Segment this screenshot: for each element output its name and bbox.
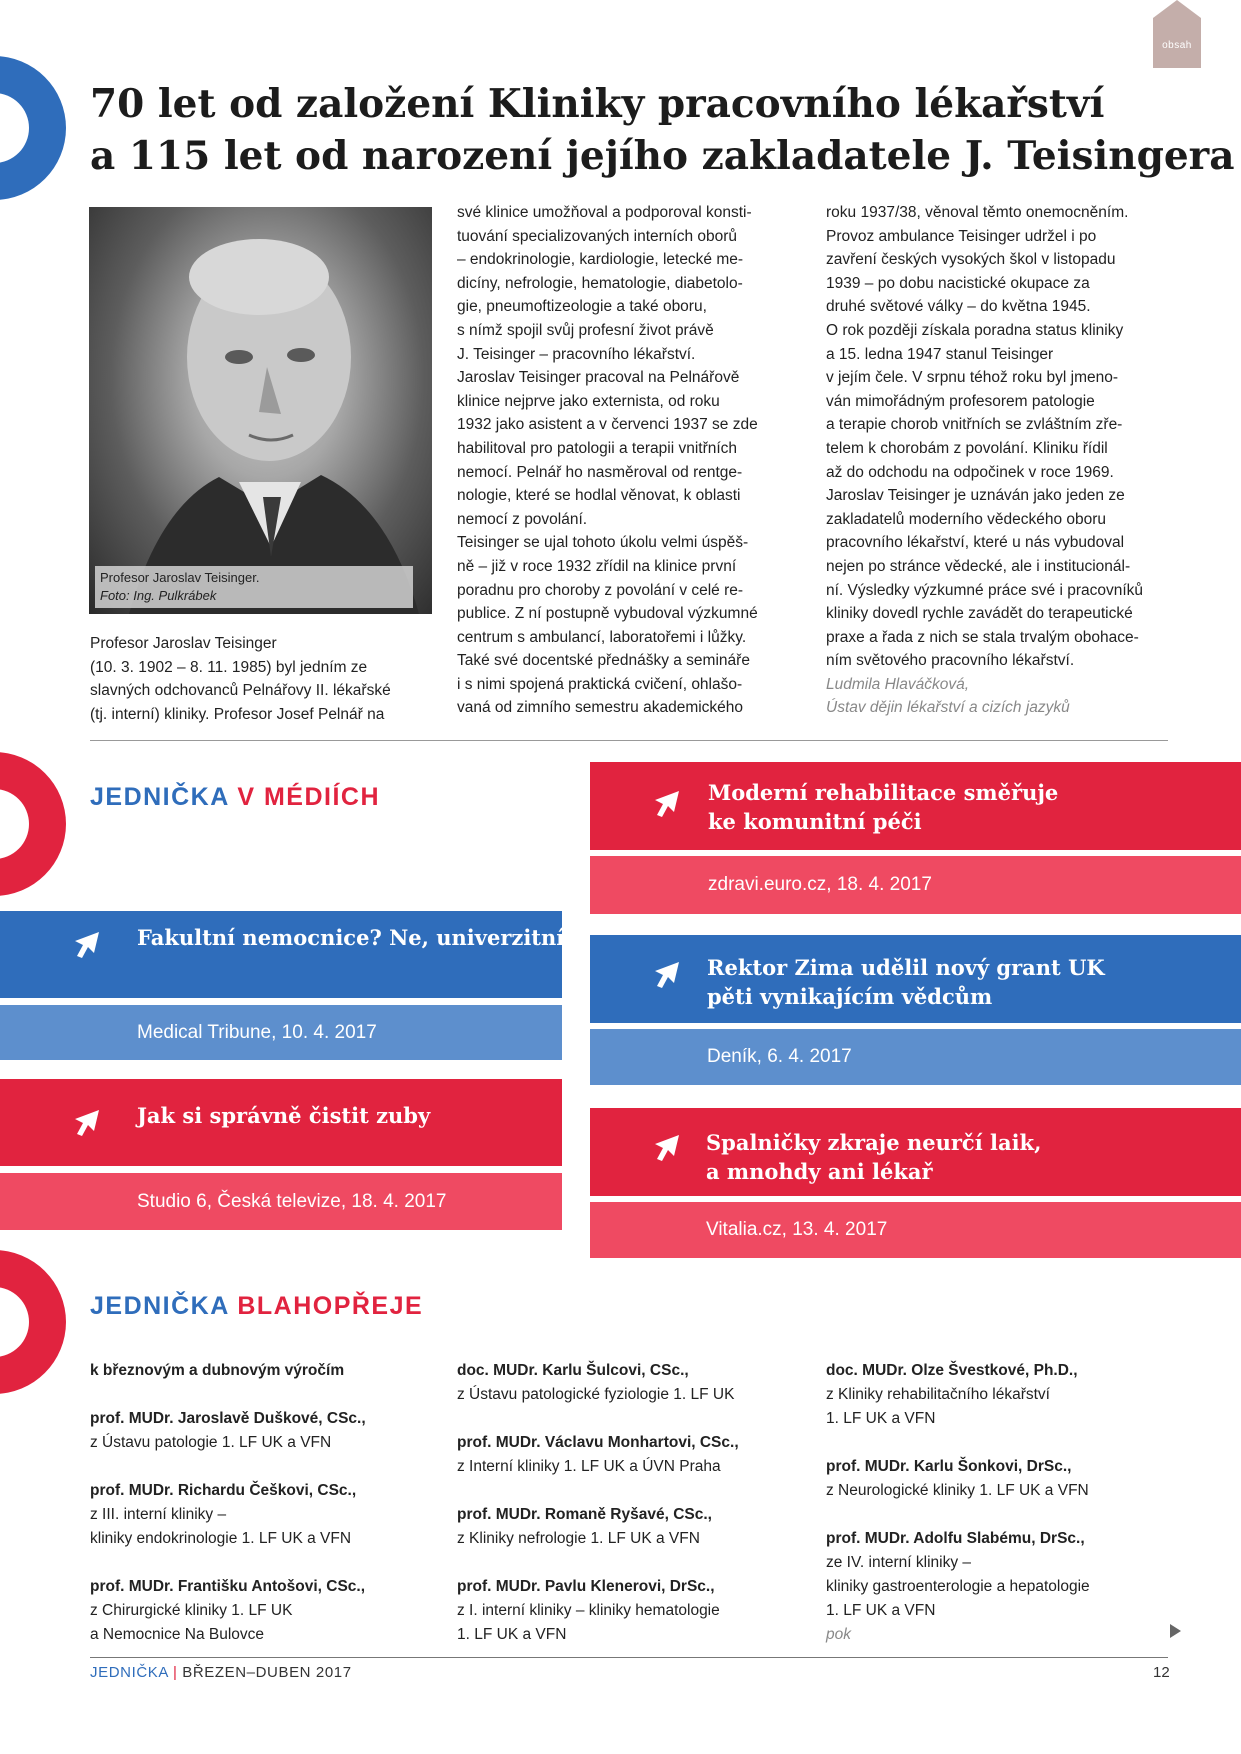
article-line: tuování specializovaných interních oborů	[457, 227, 738, 245]
greeting-name: prof. MUDr. Richardu Češkovi, CSc.,	[90, 1482, 357, 1499]
greeting-entry	[90, 1575, 366, 1647]
media-card-header	[590, 1108, 1241, 1196]
greeting-entry	[457, 1431, 739, 1479]
greeting-entry	[457, 1575, 739, 1647]
article-column-1	[90, 632, 391, 726]
media-card[interactable]	[590, 1108, 1241, 1258]
article-author: Ludmila Hlaváčková,	[826, 675, 970, 693]
media-card-title	[137, 923, 573, 952]
media-card-title-line: a mnohdy ani lékař	[706, 1159, 933, 1184]
greeting-entry	[826, 1455, 1090, 1503]
article-line: slavných odchovanců Pelnářovy II. lékařské	[90, 682, 391, 700]
article-line: i s nimi spojená praktická cvičení, ohlašo-	[457, 675, 743, 693]
greeting-name: prof. MUDr. Františku Antošovi, CSc.,	[90, 1578, 366, 1595]
arrow-pointer-icon	[74, 931, 100, 959]
portrait-photo	[89, 207, 432, 614]
article-line: nejen po stránce vědecké, ale i institucionál-	[826, 557, 1131, 575]
media-card-header	[0, 1079, 562, 1166]
media-card-title	[707, 953, 1105, 1011]
greeting-affiliation: z Ústavu patologie 1. LF UK a VFN	[90, 1434, 332, 1451]
media-card-title	[706, 1128, 1041, 1186]
headline-line: 70 let od založení Kliniky pracovního lékařství	[90, 81, 1105, 127]
media-section-title	[90, 783, 380, 812]
greeting-name: prof. MUDr. Romaně Ryšavé, CSc.,	[457, 1506, 712, 1523]
media-card[interactable]	[590, 762, 1241, 914]
media-card-title-line: pěti vynikajícím vědcům	[707, 984, 993, 1009]
page-number: 12	[1153, 1664, 1170, 1681]
footer-brand: JEDNIČKA	[90, 1664, 169, 1681]
greetings-intro-text: k březnovým a dubnovým výročím	[90, 1362, 345, 1379]
greeting-entry	[90, 1479, 366, 1551]
arrow-pointer-icon	[654, 790, 680, 818]
article-line: nemocí. Pelnář ho nasměroval od rentge-	[457, 463, 743, 481]
arrow-pointer-icon	[74, 1109, 100, 1137]
media-card-title	[137, 1101, 430, 1130]
article-line: zakladatelů moderního vědeckého oboru	[826, 510, 1107, 528]
article-line: dicíny, nefrologie, hematologie, diabetolo-	[457, 274, 743, 292]
greeting-name: prof. MUDr. Karlu Šonkovi, DrSc.,	[826, 1458, 1072, 1475]
greeting-entry	[457, 1359, 739, 1407]
article-line: nologie, které se hodlal věnovat, k oblasti	[457, 487, 741, 505]
article-line: zavření českých vysokých škol v listopadu	[826, 251, 1116, 269]
greetings-column-3	[826, 1359, 1090, 1647]
greeting-entry	[826, 1359, 1090, 1431]
footer-divider	[90, 1657, 1168, 1658]
article-line: habilitoval pro patologii a terapii vnitřních	[457, 439, 738, 457]
media-card[interactable]	[0, 911, 574, 1060]
greeting-name: prof. MUDr. Adolfu Slabému, DrSc.,	[826, 1530, 1085, 1547]
section-divider	[90, 740, 1168, 741]
photo-credit: Foto: Ing. Pulkrábek	[100, 588, 217, 603]
article-line: ní. Výsledky výzkumné práce své i pracovníků	[826, 581, 1144, 599]
media-card-header	[590, 935, 1241, 1023]
article-column-3	[826, 201, 1143, 720]
greeting-entry	[90, 1407, 366, 1455]
greeting-affiliation: z Chirurgické kliniky 1. LF UK	[90, 1602, 293, 1619]
article-line: ně – již v roce 1932 zřídil na klinice první	[457, 557, 737, 575]
media-card-title-line: Rektor Zima udělil nový grant UK	[707, 955, 1105, 980]
portrait-illustration	[89, 207, 432, 614]
article-line: publice. Z ní postupně vybudoval výzkumné	[457, 605, 758, 623]
article-line: ním světového pracovního lékařství.	[826, 652, 1075, 670]
media-card-title-line: Fakultní nemocnice? Ne, univerzitní!	[137, 925, 574, 950]
section-title-topic: BLAHOPŘEJE	[237, 1292, 424, 1320]
greeting-affiliation: z Interní kliniky 1. LF UK a ÚVN Praha	[457, 1458, 721, 1475]
article-line: Profesor Jaroslav Teisinger	[90, 635, 277, 652]
article-line: centrum s ambulancí, laboratořemi i lůžky.	[457, 628, 747, 646]
decorative-ring-red	[0, 1250, 66, 1394]
article-column-2	[457, 201, 758, 720]
greeting-affiliation: z Kliniky nefrologie 1. LF UK a VFN	[457, 1530, 700, 1547]
article-line: telem k chorobám z povolání. Kliniku řídil	[826, 439, 1108, 457]
contents-tab-label: obsah	[1162, 40, 1192, 51]
greeting-affiliation: 1. LF UK a VFN	[457, 1626, 567, 1643]
article-line: pracovního lékařství, které u nás vybudoval	[826, 534, 1125, 552]
greeting-name: prof. MUDr. Pavlu Klenerovi, DrSc.,	[457, 1578, 715, 1595]
greeting-affiliation: z III. interní kliniky –	[90, 1506, 227, 1523]
arrow-pointer-icon	[654, 1134, 680, 1162]
greeting-affiliation: z Kliniky rehabilitačního lékařství	[826, 1386, 1050, 1403]
section-title-brand: JEDNIČKA	[90, 1292, 229, 1320]
section-title-brand: JEDNIČKA	[90, 783, 229, 811]
article-line: Teisinger se ujal tohoto úkolu velmi úspěš-	[457, 534, 749, 552]
media-card-source: Medical Tribune, 10. 4. 2017	[0, 1005, 562, 1060]
article-line: 1939 – po dobu nacistické okupace za	[826, 274, 1090, 292]
media-card-title	[708, 778, 1058, 836]
next-page-arrow-icon[interactable]	[1170, 1624, 1181, 1638]
article-line: O rok později získala poradna status kliniky	[826, 321, 1124, 339]
media-card-source: Vitalia.cz, 13. 4. 2017	[590, 1202, 1241, 1258]
article-headline	[90, 78, 1235, 182]
article-line: s nímž spojil svůj profesní život právě	[457, 321, 714, 339]
greeting-affiliation: z Neurologické kliniky 1. LF UK a VFN	[826, 1482, 1089, 1499]
article-author-affiliation: Ústav dějin lékařství a cizích jazyků	[826, 699, 1070, 717]
article-line: poradnu pro choroby z povolání v celé re-	[457, 581, 744, 599]
greeting-entry	[826, 1527, 1090, 1647]
decorative-ring-blue	[0, 56, 66, 200]
photo-caption	[95, 566, 413, 608]
article-line: klinice nejprve jako externista, od roku	[457, 392, 720, 410]
media-card-header	[0, 911, 574, 998]
greeting-name: doc. MUDr. Karlu Šulcovi, CSc.,	[457, 1362, 689, 1379]
article-line: – endokrinologie, kardiologie, letecké me-	[457, 251, 744, 269]
article-line: Jaroslav Teisinger je uznáván jako jeden ze	[826, 487, 1125, 505]
article-line: (tj. interní) kliniky. Profesor Josef Pelnář na	[90, 705, 385, 723]
article-line: druhé světové války – do května 1945.	[826, 298, 1091, 316]
greeting-affiliation: z Ústavu patologické fyziologie 1. LF UK	[457, 1386, 735, 1403]
article-line: gie, pneumoftizeologie a také oboru,	[457, 298, 707, 316]
greeting-affiliation: a Nemocnice Na Bulovce	[90, 1626, 265, 1643]
media-card-header	[590, 762, 1241, 850]
greeting-name: prof. MUDr. Václavu Monhartovi, CSc.,	[457, 1434, 739, 1451]
contents-tab[interactable]	[1153, 0, 1201, 68]
greetings-intro	[90, 1359, 366, 1383]
article-line: a 15. ledna 1947 stanul Teisinger	[826, 345, 1054, 363]
article-line: (10. 3. 1902 – 8. 11. 1985) byl jedním ze	[90, 658, 368, 676]
media-card-title-line: Spalničky zkraje neurčí laik,	[706, 1130, 1042, 1155]
article-line: své klinice umožňoval a podporoval konsti-	[457, 204, 752, 221]
house-tab-icon	[1153, 0, 1201, 68]
media-card-source: Studio 6, Česká televize, 18. 4. 2017	[0, 1173, 562, 1230]
arrow-pointer-icon	[654, 961, 680, 989]
greetings-column-2	[457, 1359, 739, 1671]
article-line: roku 1937/38, věnoval těmto onemocněním.	[826, 204, 1129, 221]
footer-issue: BŘEZEN–DUBEN 2017	[182, 1664, 352, 1681]
greeting-name: doc. MUDr. Olze Švestkové, Ph.D.,	[826, 1362, 1078, 1379]
article-line: 1932 jako asistent a v červenci 1937 se zde	[457, 416, 758, 434]
decorative-ring-red	[0, 752, 66, 896]
article-line: Provoz ambulance Teisinger udržel i po	[826, 227, 1097, 245]
article-line: Jaroslav Teisinger pracoval na Pelnářově	[457, 369, 740, 387]
media-card-title-line: Moderní rehabilitace směřuje	[708, 780, 1059, 805]
media-card[interactable]	[590, 935, 1241, 1085]
greeting-affiliation: kliniky endokrinologie 1. LF UK a VFN	[90, 1530, 352, 1547]
greeting-affiliation: z I. interní kliniky – kliniky hematologie	[457, 1602, 720, 1619]
media-card-source: zdravi.euro.cz, 18. 4. 2017	[590, 856, 1241, 914]
greeting-affiliation: ze IV. interní kliniky –	[826, 1554, 972, 1571]
greetings-section-title	[90, 1292, 423, 1321]
greetings-signature: pok	[826, 1626, 851, 1643]
media-card-title-line: ke komunitní péči	[708, 809, 922, 834]
headline-line: a 115 let od narození jejího zakladatele J. Teisingera	[90, 133, 1235, 179]
article-line: J. Teisinger – pracovního lékařství.	[457, 345, 696, 363]
greetings-column-1	[90, 1359, 366, 1671]
greeting-name: prof. MUDr. Jaroslavě Duškové, CSc.,	[90, 1410, 366, 1427]
section-title-topic: V MÉDIÍCH	[237, 783, 381, 811]
article-line: praxe a řada z nich se stala trvalým obohace-	[826, 628, 1139, 646]
article-line: vaná od zimního semestru akademického	[457, 699, 744, 717]
article-line: Také své docentské přednášky a semináře	[457, 652, 750, 670]
greeting-affiliation: kliniky gastroenterologie a hepatologie	[826, 1578, 1090, 1595]
greeting-affiliation: 1. LF UK a VFN	[826, 1602, 936, 1619]
photo-caption-text: Profesor Jaroslav Teisinger.	[100, 570, 260, 585]
greeting-affiliation: 1. LF UK a VFN	[826, 1410, 936, 1427]
media-card-source: Deník, 6. 4. 2017	[590, 1029, 1241, 1085]
article-line: a terapie chorob vnitřních se zvláštním zře-	[826, 416, 1123, 434]
greeting-entry	[457, 1503, 739, 1551]
article-line: nemocí z povolání.	[457, 510, 588, 528]
article-line: až do odchodu na odpočinek v roce 1969.	[826, 463, 1114, 481]
article-line: v jejím čele. V srpnu téhož roku byl jmeno-	[826, 369, 1119, 387]
footer-separator: |	[172, 1664, 178, 1681]
article-line: ván mimořádným profesorem patologie	[826, 392, 1095, 410]
media-card[interactable]	[0, 1079, 562, 1230]
footer	[90, 1664, 352, 1681]
media-card-title-line: Jak si správně čistit zuby	[137, 1103, 431, 1128]
article-line: kliniky dovedl rychle zavádět do terapeutické	[826, 605, 1133, 623]
